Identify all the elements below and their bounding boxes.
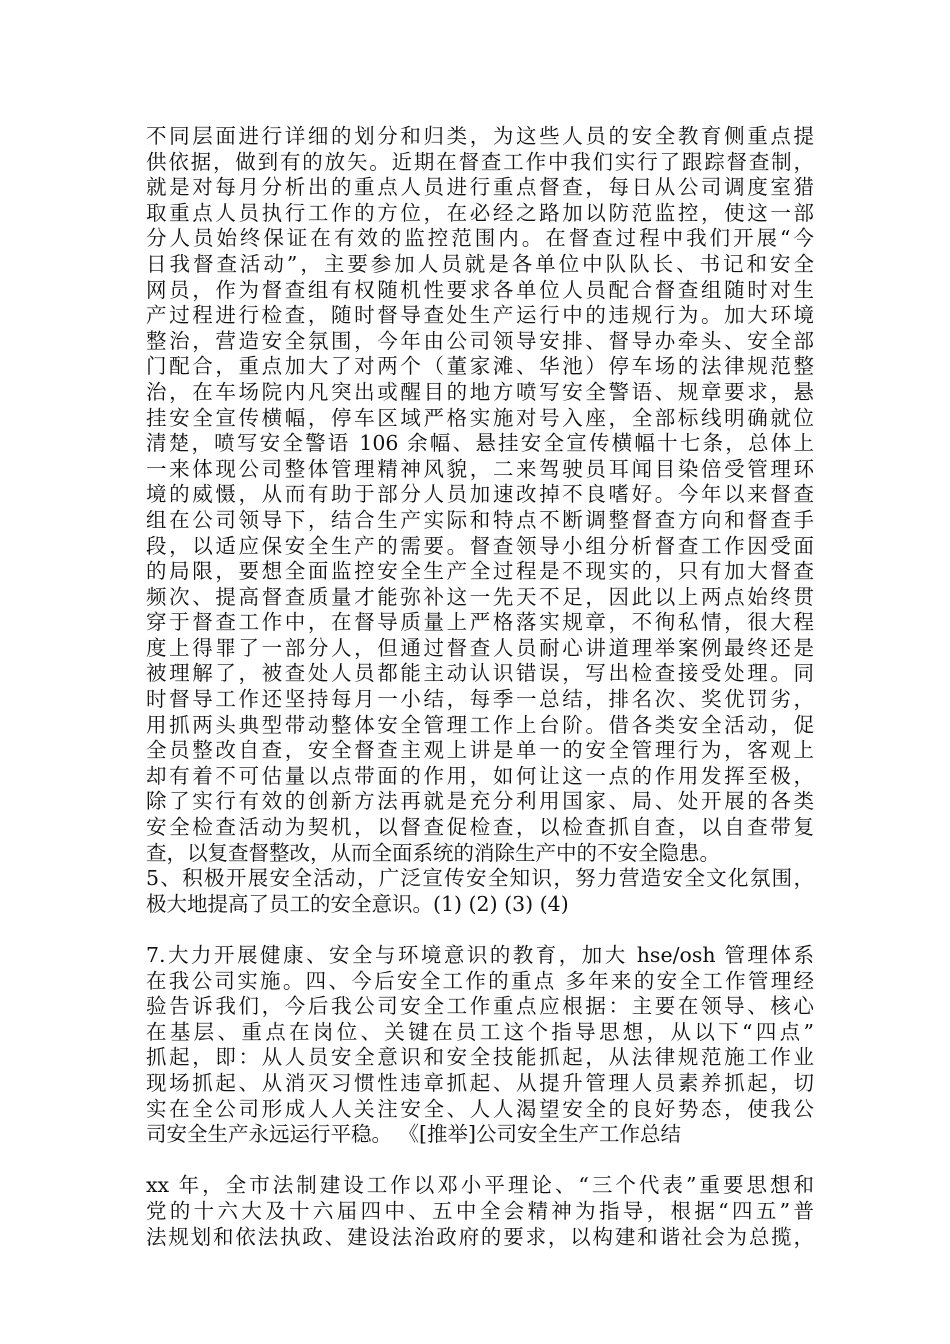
text-line: 验告诉我们，今后我公司安全工作重点应根据：主要在领导、核心 xyxy=(146,994,814,1019)
text-line: 用抓两头典型带动整体安全管理工作上台阶。借各类安全活动，促 xyxy=(146,712,814,737)
text-line: 频次、提高督查质量才能弥补这一先天不足，因此以上两点始终贯 xyxy=(146,584,814,609)
paragraph-3 xyxy=(146,1173,814,1250)
text-line: 查，以复查督整改，从而全面系统的消除生产中的不安全隐患。 xyxy=(146,840,720,865)
paragraph-1 xyxy=(146,124,814,917)
document-body xyxy=(146,124,814,1250)
text-line: 度上得罪了一部分人，但通过督查人员耐心讲道理举案例最终还是 xyxy=(146,635,814,660)
text-line: 整治，营造安全氛围，今年由公司领导安排、督导办牵头、安全部 xyxy=(146,328,814,353)
text-line: 门配合，重点加大了对两个（董家滩、华池）停车场的法律规范整 xyxy=(146,354,814,379)
text-line: 现场抓起、从消灭习惯性违章抓起、从提升管理人员素养抓起，切 xyxy=(146,1070,814,1095)
text-line: 7.大力开展健康、安全与环境意识的教育，加大 hse/osh 管理体系 xyxy=(146,943,814,967)
text-line: 5、积极开展安全活动，广泛宣传安全知识，努力营造安全文化氛围， xyxy=(146,866,814,891)
paragraph-gap xyxy=(146,917,814,943)
text-line: 在基层、重点在岗位、关键在员工这个指导思想，从以下“四点” xyxy=(146,1019,814,1044)
text-line: xx 年，全市法制建设工作以邓小平理论、“三个代表”重要思想和 xyxy=(146,1173,814,1198)
text-line: 法规划和依法执政、建设法治政府的要求，以构建和谐社会为总揽， xyxy=(146,1224,814,1249)
text-line: 分人员始终保证在有效的监控范围内。在督查过程中我们开展“今 xyxy=(146,226,814,251)
text-line: 网员，作为督查组有权随机性要求各单位人员配合督查组随时对生 xyxy=(146,277,814,302)
text-line: 却有着不可估量以点带面的作用，如何让这一点的作用发挥至极， xyxy=(146,763,814,788)
paragraph-gap xyxy=(146,1148,814,1174)
text-line: 司安全生产永远运行平稳。 《[推举]公司安全生产工作总结 xyxy=(146,1122,682,1147)
text-line: 境的威慑，从而有助于部分人员加速改掉不良嗜好。今年以来督查 xyxy=(146,482,814,507)
text-line: 一来体现公司整体管理精神风貌，二来驾驶员耳闻目染倍受管理环 xyxy=(146,456,814,481)
text-line: 穿于督查工作中，在督导质量上严格落实规章，不徇私情，很大程 xyxy=(146,610,814,635)
text-line: 党的十六大及十六届四中、五中全会精神为指导，根据“四五”普 xyxy=(146,1198,814,1223)
text-line: 就是对每月分析出的重点人员进行重点督查，每日从公司调度室猎 xyxy=(146,175,814,200)
paragraph-2 xyxy=(146,943,814,1148)
text-line: 实在全公司形成人人关注安全、人人渴望安全的良好势态，使我公 xyxy=(146,1096,814,1121)
text-line: 全员整改自查，安全督查主观上讲是单一的安全管理行为，客观上 xyxy=(146,738,814,763)
text-line: 时督导工作还坚持每月一小结，每季一总结，排名次、奖优罚劣， xyxy=(146,687,814,712)
text-line: 取重点人员执行工作的方位，在必经之路加以防范监控，使这一部 xyxy=(146,200,814,225)
text-line: 不同层面进行详细的划分和归类，为这些人员的安全教育侧重点提 xyxy=(146,124,814,148)
text-line: 段，以适应保安全生产的需要。督查领导小组分析督查工作因受面 xyxy=(146,533,814,558)
text-line: 清楚，喷写安全警语 106 余幅、悬挂安全宣传横幅十七条，总体上 xyxy=(146,431,814,456)
text-line: 抓起，即：从人员安全意识和安全技能抓起，从法律规范施工作业 xyxy=(146,1045,814,1070)
text-line: 组在公司领导下，结合生产实际和特点不断调整督查方向和督查手 xyxy=(146,507,814,532)
text-line: 挂安全宣传横幅，停车区域严格实施对号入座，全部标线明确就位 xyxy=(146,405,814,430)
text-line: 极大地提高了员工的安全意识。(1) (2) (3) (4) xyxy=(146,891,569,916)
text-line: 除了实行有效的创新方法再就是充分利用国家、局、处开展的各类 xyxy=(146,789,814,814)
text-line: 治，在车场院内凡突出或醒目的地方喷写安全警语、规章要求，悬 xyxy=(146,379,814,404)
text-line: 产过程进行检查，随时督导查处生产运行中的违规行为。加大环境 xyxy=(146,303,814,328)
text-line: 的局限，要想全面监控安全生产全过程是不现实的，只有加大督查 xyxy=(146,559,814,584)
text-line: 被理解了，被查处人员都能主动认识错误，写出检查接受处理。同 xyxy=(146,661,814,686)
text-line: 安全检查活动为契机，以督查促检查，以检查抓自查，以自查带复 xyxy=(146,815,814,840)
text-line: 日我督查活动”，主要参加人员就是各单位中队队长、书记和安全 xyxy=(146,251,814,276)
text-line: 供依据，做到有的放矢。近期在督查工作中我们实行了跟踪督查制， xyxy=(146,149,814,174)
text-line: 在我公司实施。四、今后安全工作的重点 多年来的安全工作管理经 xyxy=(146,968,814,993)
